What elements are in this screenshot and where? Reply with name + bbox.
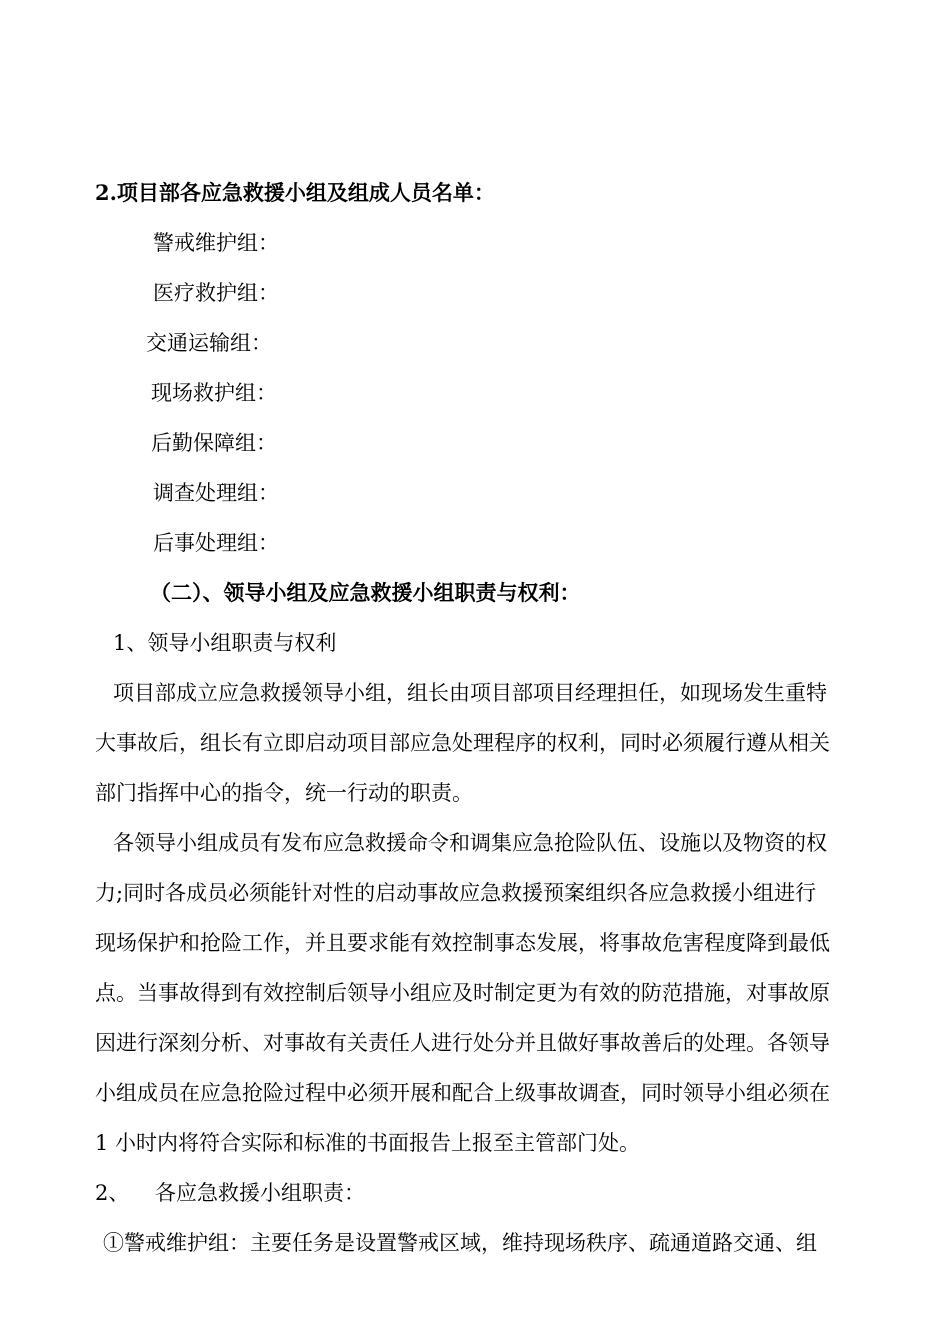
item-2-number: 2、 <box>95 1181 130 1205</box>
group-label-logistics: 后勤保障组： <box>151 431 277 455</box>
paragraph-2-line: 现场保护和抢险工作，并且要求能有效控制事态发展，将事故危害程度降到最低 <box>95 931 830 955</box>
paragraph-2-line: 点。当事故得到有效控制后领导小组应及时制定更为有效的防范措施，对事故原 <box>95 981 830 1005</box>
paragraph-2-line: 因进行深刻分析、对事故有关责任人进行处分并且做好事故善后的处理。各领导 <box>95 1031 830 1055</box>
group-label-aftermath: 后事处理组： <box>153 531 279 555</box>
group-label-onsite-rescue: 现场救护组： <box>151 381 277 405</box>
group-label-security: 警戒维护组： <box>153 231 279 255</box>
paragraph-1-line: 大事故后，组长有立即启动项目部应急处理程序的权利，同时必须履行遵从相关 <box>95 731 830 755</box>
paragraph-1-line: 项目部成立应急救援领导小组，组长由项目部项目经理担任，如现场发生重特 <box>113 681 827 705</box>
paragraph-2-line: 小组成员在应急抢险过程中必须开展和配合上级事故调查，同时领导小组必须在 <box>95 1081 830 1105</box>
section-heading: 2.项目部各应急救援小组及组成人员名单： <box>95 180 495 205</box>
group-label-medical: 医疗救护组： <box>153 281 279 305</box>
paragraph-1-line: 部门指挥中心的指令，统一行动的职责。 <box>95 781 473 805</box>
group-label-transport: 交通运输组： <box>146 331 272 355</box>
paragraph-2-line: 1 小时内将符合实际和标准的书面报告上报至主管部门处。 <box>95 1131 641 1155</box>
item-1-title: 1、领导小组职责与权利 <box>113 631 337 655</box>
subheading: （二）、领导小组及应急救援小组职责与权利： <box>150 580 581 605</box>
item-2-title: 各应急救援小组职责： <box>155 1181 365 1205</box>
item-3-line: ①警戒维护组：主要任务是设置警戒区域，维持现场秩序、疏通道路交通、组 <box>103 1231 817 1255</box>
paragraph-2-line: 各领导小组成员有发布应急救援命令和调集应急抢险队伍、设施以及物资的权 <box>113 831 827 855</box>
group-label-investigation: 调查处理组： <box>153 481 279 505</box>
paragraph-2-line: 力;同时各成员必须能针对性的启动事故应急救援预案组织各应急救援小组进行 <box>95 881 817 905</box>
